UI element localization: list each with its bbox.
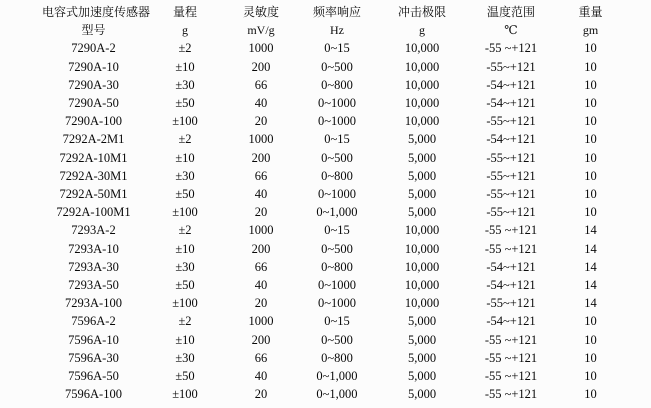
table-row [0,312,651,330]
header-temperature-unit: ℃ [504,23,518,38]
cell-weight: 10 [584,168,597,183]
cell-sensitivity: 40 [254,187,268,202]
cell-temperature-range: -55~+121 [486,205,536,220]
table-row [0,294,651,312]
cell-sensitivity: 200 [251,241,271,256]
cell-range: ±10 [175,150,195,165]
cell-weight: 10 [584,369,597,384]
table-row [0,240,651,258]
cell-frequency-response: 0~800 [321,77,353,92]
cell-temperature-range: -55 ~+121 [484,332,538,347]
cell-weight: 10 [584,150,597,165]
cell-model: 7596A-30 [68,350,119,365]
cell-range: ±10 [175,332,195,347]
header-sensitivity-title: 灵敏度 [242,5,279,19]
cell-temperature-range: -55~+121 [486,59,536,74]
cell-range: ±30 [175,77,195,92]
cell-sensitivity: 40 [254,96,268,111]
cell-range: ±50 [175,96,195,111]
cell-weight: 10 [584,114,597,129]
cell-frequency-response: 0~1000 [317,96,356,111]
cell-model: 7292A-50M1 [59,187,128,202]
cell-model: 7290A-50 [68,96,119,111]
cell-model: 7293A-50 [68,278,119,293]
table-row [0,276,651,294]
table-row [0,185,651,203]
cell-range: ±100 [172,387,198,402]
cell-weight: 14 [584,278,597,293]
cell-range: ±50 [175,278,195,293]
cell-sensitivity: 66 [254,168,268,183]
cell-model: 7290A-100 [65,114,122,129]
cell-weight: 10 [584,387,597,402]
header-range-unit: g [182,23,188,38]
cell-weight: 10 [584,132,597,147]
table-header [0,3,651,39]
cell-model: 7596A-2 [71,314,116,329]
cell-temperature-range: -54~+121 [486,314,536,329]
table-row [0,76,651,94]
cell-temperature-range: -55~+121 [486,168,536,183]
cell-model: 7293A-2 [71,223,116,238]
cell-frequency-response: 0~1000 [317,296,356,311]
cell-sensitivity: 200 [251,150,271,165]
cell-frequency-response: 0~1,000 [316,387,358,402]
cell-range: ±10 [175,241,195,256]
cell-sensitivity: 66 [254,77,268,92]
cell-shock-limit: 5,000 [407,205,437,220]
cell-range: ±30 [175,168,195,183]
cell-frequency-response: 0~500 [321,150,353,165]
cell-weight: 10 [584,77,597,92]
cell-frequency-response: 0~1,000 [316,369,358,384]
cell-model: 7293A-100 [65,296,122,311]
cell-shock-limit: 10,000 [404,41,440,56]
cell-temperature-range: -55~+121 [486,114,536,129]
cell-sensitivity: 20 [254,296,268,311]
cell-shock-limit: 10,000 [404,59,440,74]
table-row [0,58,651,76]
cell-temperature-range: -54~+121 [486,77,536,92]
cell-frequency-response: 0~800 [321,259,353,274]
cell-temperature-range: -55~+121 [486,150,536,165]
cell-temperature-range: -55 ~+121 [484,41,538,56]
cell-sensitivity: 1000 [248,41,274,56]
cell-range: ±100 [172,205,198,220]
table-row [0,258,651,276]
cell-weight: 14 [584,296,597,311]
cell-sensitivity: 40 [254,278,268,293]
table-row [0,385,651,403]
cell-weight: 10 [584,41,597,56]
cell-shock-limit: 5,000 [407,150,437,165]
cell-shock-limit: 5,000 [407,187,437,202]
cell-model: 7292A-10M1 [59,150,128,165]
cell-weight: 14 [584,223,597,238]
header-row-titles [0,3,651,21]
cell-shock-limit: 10,000 [404,223,440,238]
cell-range: ±100 [172,114,198,129]
cell-shock-limit: 10,000 [404,96,440,111]
cell-frequency-response: 0~1,000 [316,205,358,220]
cell-sensitivity: 1000 [248,223,274,238]
cell-model: 7596A-100 [65,387,122,402]
header-shock-unit: g [419,23,425,38]
header-model-title: 电容式加速度传感器 [42,5,151,19]
cell-temperature-range: -54~+121 [486,278,536,293]
header-weight-title: 重量 [578,5,603,19]
table-row [0,149,651,167]
cell-model: 7293A-30 [68,259,119,274]
cell-shock-limit: 5,000 [407,132,437,147]
cell-shock-limit: 5,000 [407,332,437,347]
cell-shock-limit: 10,000 [404,77,440,92]
cell-sensitivity: 20 [254,114,268,129]
cell-weight: 10 [584,205,597,220]
cell-frequency-response: 0~500 [321,241,353,256]
cell-range: ±2 [178,314,192,329]
cell-model: 7290A-2 [71,41,116,56]
header-row-units [0,21,651,39]
table-row [0,39,651,57]
cell-frequency-response: 0~15 [324,314,350,329]
cell-model: 7290A-10 [68,59,119,74]
cell-sensitivity: 20 [254,387,268,402]
cell-model: 7292A-100M1 [56,205,131,220]
cell-range: ±10 [175,59,195,74]
table-row [0,221,651,239]
table-row [0,203,651,221]
cell-shock-limit: 10,000 [404,296,440,311]
cell-temperature-range: -55 ~+121 [484,223,538,238]
cell-frequency-response: 0~500 [321,59,353,74]
cell-shock-limit: 5,000 [407,350,437,365]
cell-model: 7292A-2M1 [62,132,125,147]
cell-model: 7596A-50 [68,369,119,384]
cell-shock-limit: 10,000 [404,241,440,256]
cell-weight: 14 [584,259,597,274]
cell-range: ±30 [175,350,195,365]
cell-sensitivity: 1000 [248,132,274,147]
cell-model: 7292A-30M1 [59,168,128,183]
cell-frequency-response: 0~500 [321,332,353,347]
header-range-title: 量程 [172,5,197,19]
cell-temperature-range: -55 ~+121 [484,241,538,256]
cell-temperature-range: -55 ~+121 [484,369,538,384]
cell-weight: 14 [584,241,597,256]
cell-sensitivity: 1000 [248,314,274,329]
header-shock-title: 冲击极限 [397,5,446,19]
cell-frequency-response: 0~1000 [317,114,356,129]
cell-range: ±2 [178,132,192,147]
header-frequency-title: 频率响应 [312,5,361,19]
cell-weight: 10 [584,59,597,74]
cell-model: 7290A-30 [68,77,119,92]
cell-frequency-response: 0~15 [324,223,350,238]
table-row [0,167,651,185]
cell-temperature-range: -55 ~+121 [484,350,538,365]
cell-frequency-response: 0~15 [324,132,350,147]
table-row [0,349,651,367]
cell-model: 7596A-10 [68,332,119,347]
cell-range: ±2 [178,41,192,56]
cell-sensitivity: 66 [254,350,268,365]
cell-range: ±30 [175,259,195,274]
cell-range: ±2 [178,223,192,238]
table-row [0,367,651,385]
cell-temperature-range: -54~+121 [486,132,536,147]
header-frequency-unit: Hz [330,23,344,38]
cell-temperature-range: -54~+121 [486,96,536,111]
cell-weight: 10 [584,314,597,329]
cell-frequency-response: 0~1000 [317,278,356,293]
sensor-spec-table [0,3,651,403]
cell-temperature-range: -55 ~+121 [484,387,538,402]
header-sensitivity-unit: mV/g [247,23,275,38]
header-temperature-title: 温度范围 [486,5,535,19]
cell-range: ±50 [175,187,195,202]
cell-shock-limit: 5,000 [407,168,437,183]
cell-temperature-range: -55~+121 [486,187,536,202]
cell-range: ±50 [175,369,195,384]
cell-temperature-range: -55~+121 [486,296,536,311]
table-body [0,39,651,403]
cell-frequency-response: 0~800 [321,350,353,365]
header-weight-unit: gm [582,23,599,38]
cell-weight: 10 [584,187,597,202]
table-row [0,112,651,130]
cell-sensitivity: 20 [254,205,268,220]
cell-weight: 10 [584,350,597,365]
cell-frequency-response: 0~800 [321,168,353,183]
table-row [0,94,651,112]
cell-weight: 10 [584,96,597,111]
table-row [0,130,651,148]
table-row [0,331,651,349]
cell-shock-limit: 10,000 [404,114,440,129]
cell-sensitivity: 66 [254,259,268,274]
cell-weight: 10 [584,332,597,347]
cell-shock-limit: 5,000 [407,369,437,384]
cell-shock-limit: 5,000 [407,387,437,402]
cell-shock-limit: 5,000 [407,314,437,329]
cell-temperature-range: -54~+121 [486,259,536,274]
cell-model: 7293A-10 [68,241,119,256]
cell-sensitivity: 40 [254,369,268,384]
cell-frequency-response: 0~1000 [317,187,356,202]
cell-sensitivity: 200 [251,332,271,347]
header-model-unit: 型号 [81,23,106,38]
cell-range: ±100 [172,296,198,311]
cell-shock-limit: 10,000 [404,259,440,274]
cell-frequency-response: 0~15 [324,41,350,56]
cell-shock-limit: 10,000 [404,278,440,293]
cell-sensitivity: 200 [251,59,271,74]
